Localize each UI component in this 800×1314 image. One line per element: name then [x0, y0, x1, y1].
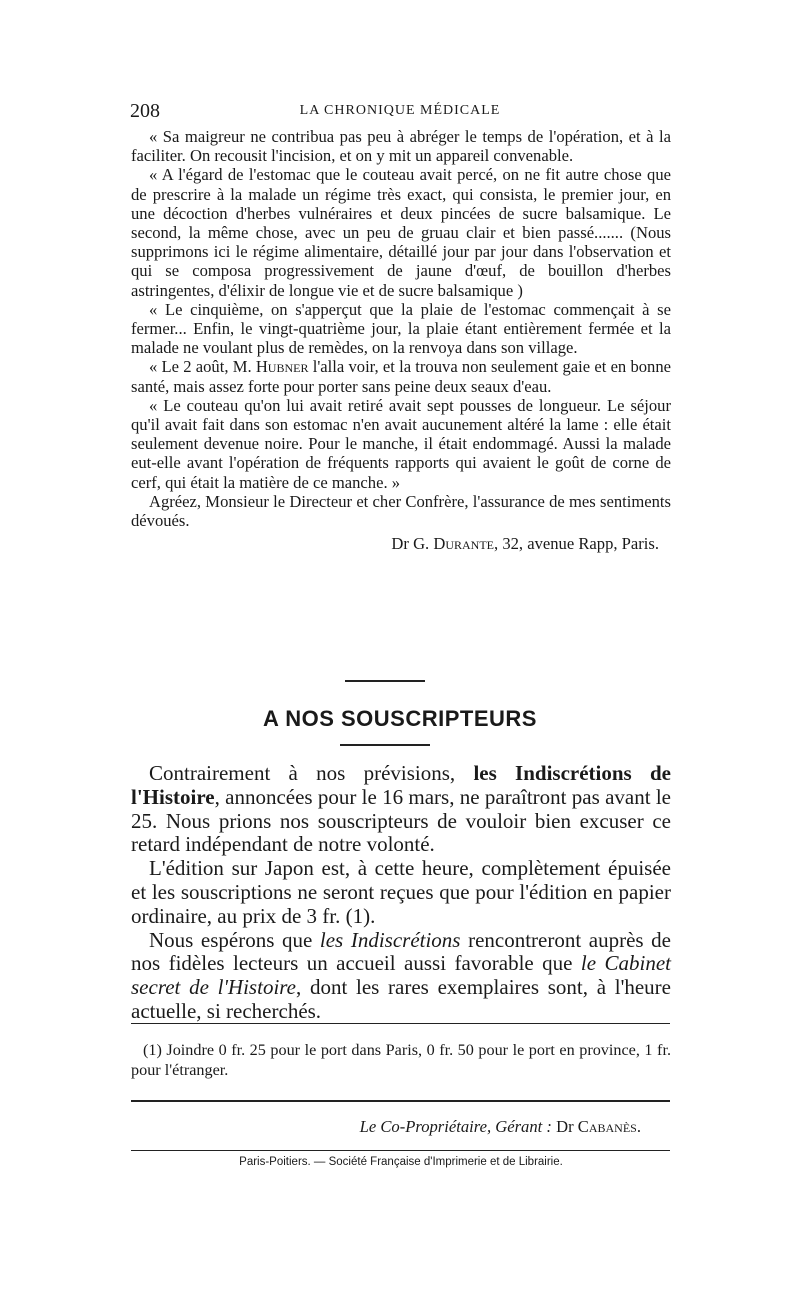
- text-run: Dr G.: [391, 534, 434, 554]
- footnote-text: (1) Joindre 0 fr. 25 pour le port dans Paris, 0 fr. 50 pour le port en province, 1 fr. pour l'étranger.: [131, 1041, 671, 1079]
- footnote: [131, 1040, 671, 1080]
- footnote-divider: [131, 1023, 670, 1024]
- text-run: Dr: [556, 1117, 578, 1136]
- notice-paragraph: L'édition sur Japon est, à cette heure, complètement épuisée et les souscriptions ne seront reçues que pour l'édition en papier ordinaire, au prix de 3 fr. (1).: [131, 856, 671, 928]
- gerant-label: Le Co-Propriétaire, Gérant :: [359, 1117, 557, 1136]
- notice-paragraph: [131, 929, 671, 1024]
- text-run: , 32, avenue Rapp, Paris.: [494, 534, 659, 554]
- running-title: LA CHRONIQUE MÉDICALE: [299, 103, 501, 118]
- gerant-line: [131, 1117, 641, 1137]
- book-title-italic: le Cabinet secret de l'Histoire: [131, 951, 671, 1000]
- text-run: l'alla voir, et la trouva non seulement gaie et en bonne santé, mais assez forte pour porter sans peine deux seaux d'eau.: [131, 357, 672, 396]
- text-run: « Le 2 août, M.: [149, 357, 256, 377]
- page-header: [130, 100, 670, 124]
- signature-name: Durante: [433, 534, 495, 554]
- text-run: rencontreront auprès de nos fidèles lecteurs un accueil aussi favorable que: [131, 927, 671, 976]
- notice-body: [131, 762, 671, 1024]
- text-run: , annoncées pour le 16 mars, ne paraîtront pas avant le 25. Nous prions nos souscripteurs de vouloir bien excuser ce retard indépendant de notre volonté.: [131, 784, 671, 857]
- printer-divider: [131, 1150, 670, 1151]
- page-number: 208: [130, 100, 160, 122]
- letter-paragraph: « A l'égard de l'estomac que le couteau avait percé, on ne fit autre chose que de prescrire à la malade un régime très exact, qui consista, le premier jour, en une décoction d'herbes vulnéraires et deux pincées de sucre balsamique. Le second, la même chose, avec un peu de gruau clair et bien passé....... (Nous supprimons ici le régime alimentaire, détaillé jour par jour dans l'observation et qui se composa progressivement de jaune d'œuf, de bouillon d'herbes astringentes, d'élixir de longue vie et de sucre balsamique ): [131, 165, 671, 300]
- gerant-divider: [131, 1100, 670, 1102]
- text-run: Nous espérons que: [149, 927, 320, 952]
- letter-signature: [131, 534, 671, 554]
- gerant-name: Cabanès.: [577, 1117, 641, 1136]
- person-name: Hubner: [255, 357, 309, 377]
- text-run: Contrairement à nos prévisions,: [149, 761, 474, 785]
- letter-paragraph: [131, 357, 671, 395]
- book-title: les Indiscrétions de l'Histoire: [131, 761, 671, 809]
- section-divider: [345, 680, 425, 682]
- book-title-italic: les Indiscrétions: [319, 927, 461, 952]
- letter-paragraph: « Le couteau qu'on lui avait retiré avait sept pousses de longueur. Le séjour qu'il avait fait dans son estomac n'en avait aucunement altéré la lame : elle était seulement devenue noire. Pour le manche, il était endommagé. Aussi la malade eut-elle avant l'opération de fréquents rapports qui avaient le goût de corne de cerf, qui était la matière de ce manche. »: [131, 395, 671, 492]
- title-underline: [340, 744, 430, 746]
- text-run: , dont les rares exemplaires sont, à l'heure actuelle, si recherchés.: [131, 975, 671, 1023]
- notice-paragraph: [131, 762, 671, 857]
- printer-imprint: Paris-Poitiers. — Société Française d'Imprimerie et de Librairie.: [239, 1156, 563, 1168]
- letter-body: [131, 127, 671, 554]
- letter-paragraph: « Sa maigreur ne contribua pas peu à abréger le temps de l'opération, et à la faciliter. On recousit l'incision, et on y mit un appareil convenable.: [131, 127, 671, 166]
- letter-paragraph: « Le cinquième, on s'apperçut que la plaie de l'estomac commençait à se fermer... Enfin, le vingt-quatrième jour, la plaie étant entièrement fermée et la malade ne voulant plus de remèdes, on la renvoya dans son village.: [131, 299, 671, 358]
- notice-title: A NOS SOUSCRIPTEURS: [263, 706, 537, 731]
- letter-closing: Agréez, Monsieur le Directeur et cher Confrère, l'assurance de mes sentiments dévoués.: [131, 491, 671, 531]
